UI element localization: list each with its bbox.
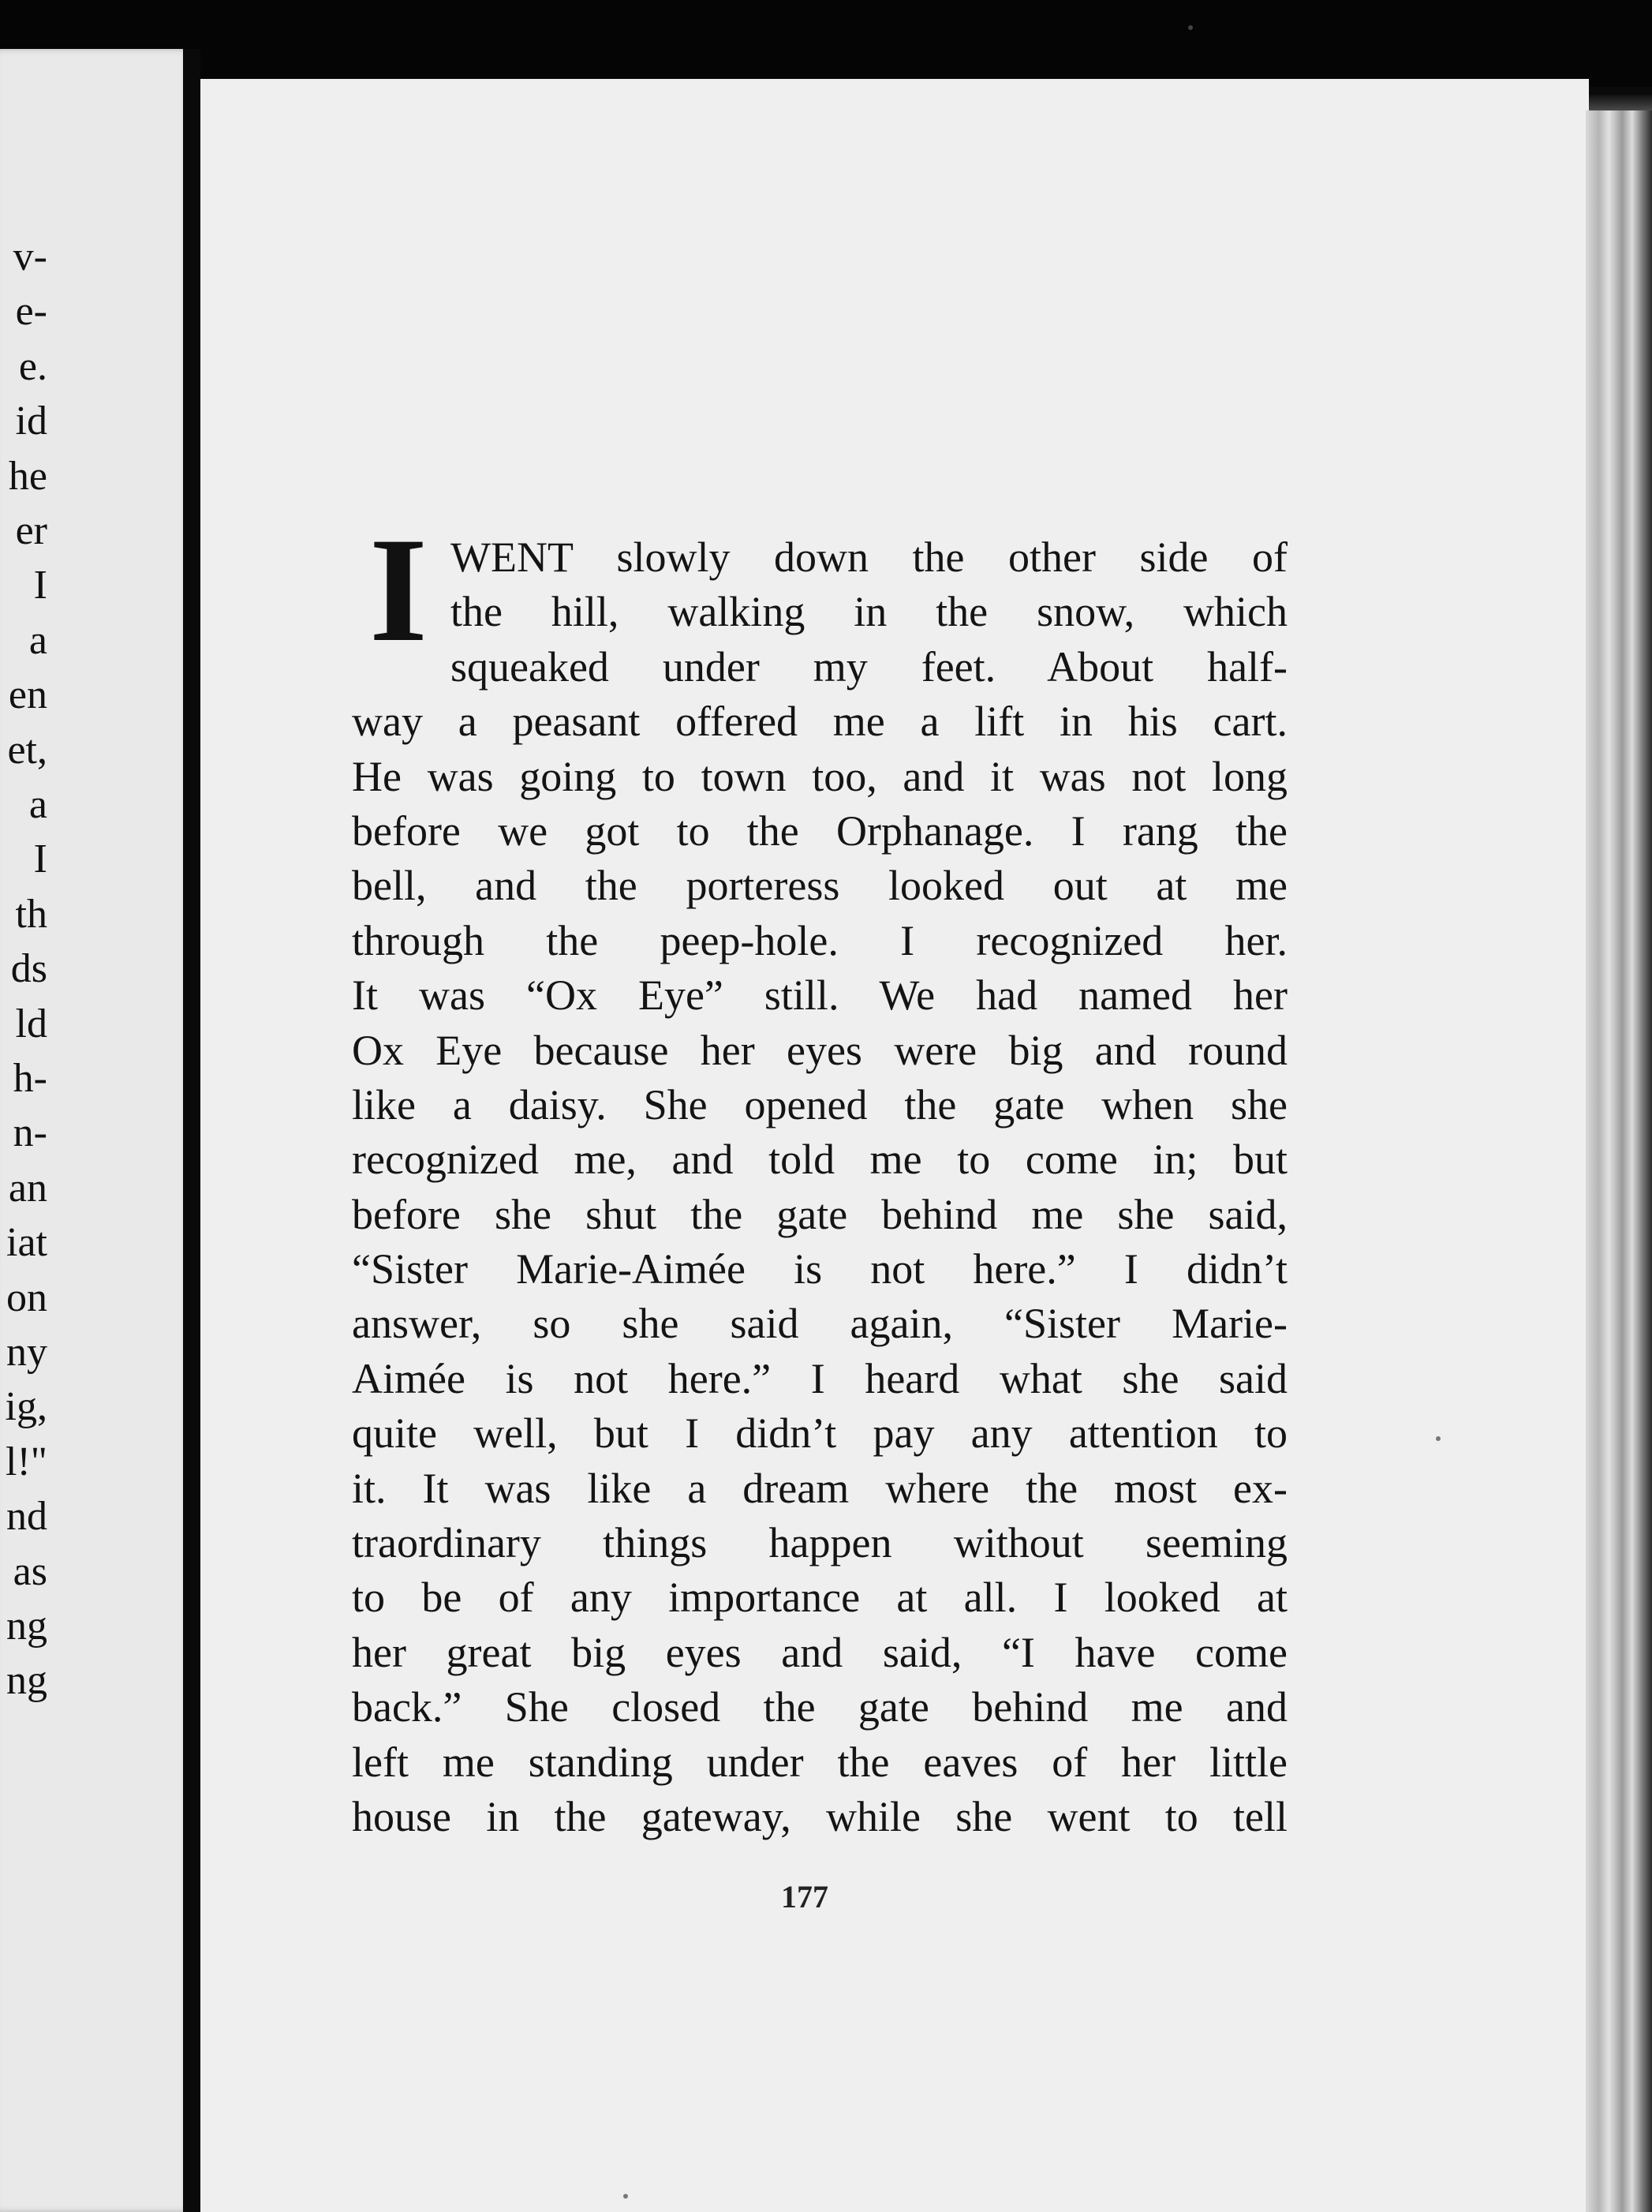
- previous-page-fragment: en: [8, 672, 47, 718]
- text-line: to be of any importance at all. I looked at: [352, 1574, 1288, 1622]
- previous-page-fragment: on: [6, 1274, 47, 1320]
- text-line: recognized me, and told me to come in; but: [352, 1136, 1288, 1184]
- previous-page-fragment: et,: [7, 727, 47, 773]
- text-line: WENT slowly down the other side of: [450, 533, 1288, 581]
- text-line: Ox Eye because her eyes were big and round: [352, 1026, 1288, 1074]
- text-line: back.” She closed the gate behind me and: [352, 1683, 1288, 1731]
- previous-page-fragment: ny: [6, 1330, 47, 1375]
- previous-page-fragment: ng: [6, 1658, 47, 1704]
- text-line: answer, so she said again, “Sister Marie-: [352, 1300, 1288, 1348]
- text-line: It was “Ox Eye” still. We had named her: [352, 971, 1288, 1020]
- text-line: left me standing under the eaves of her little: [352, 1738, 1288, 1786]
- text-line: bell, and the porteress looked out at me: [352, 862, 1288, 910]
- previous-page-fragment: a: [28, 617, 47, 663]
- page-stack-edge: [1586, 110, 1652, 2212]
- text-line: like a daisy. She opened the gate when she: [352, 1080, 1288, 1128]
- scan-border-top: [0, 0, 1652, 87]
- scan-speck: [1188, 25, 1193, 30]
- previous-page-fragment: as: [13, 1548, 47, 1594]
- previous-page-fragment: id: [15, 399, 47, 444]
- previous-page-fragment: nd: [6, 1494, 47, 1540]
- scan-speck: [1436, 1436, 1441, 1441]
- text-line: “Sister Marie-Aimée is not here.” I didn’t: [352, 1245, 1288, 1293]
- previous-page-fragment: iat: [6, 1220, 47, 1266]
- text-line: before she shut the gate behind me she said,: [352, 1190, 1288, 1238]
- previous-page-fragment: a: [28, 782, 47, 827]
- text-line: the hill, walking in the snow, which: [450, 588, 1288, 636]
- previous-page-fragment: v-: [13, 234, 47, 279]
- previous-page-fragment: l!": [6, 1439, 47, 1484]
- previous-page-fragment: an: [8, 1165, 47, 1211]
- text-line: it. It was like a dream where the most ex-: [352, 1464, 1288, 1512]
- text-line: way a peasant offered me a lift in his cart.: [352, 698, 1288, 746]
- text-line: traordinary things happen without seeming: [352, 1519, 1288, 1567]
- drop-cap: I: [369, 507, 428, 673]
- body-text: [352, 530, 1288, 1844]
- text-line: He was going to town too, and it was not long: [352, 752, 1288, 800]
- previous-page-fragment: he: [8, 453, 47, 499]
- previous-page: [0, 49, 192, 2212]
- previous-page-fragment: er: [15, 508, 47, 553]
- text-line: quite well, but I didn’t pay any attention to: [352, 1409, 1288, 1458]
- previous-page-fragment: e.: [18, 343, 47, 389]
- previous-page-fragment: ld: [15, 1001, 47, 1046]
- scan-speck: [623, 2194, 628, 2199]
- previous-page-fragment: h-: [13, 1056, 47, 1101]
- page-number: 177: [781, 1879, 828, 1914]
- text-line: through the peep-hole. I recognized her.: [352, 916, 1288, 964]
- book-gutter: [183, 49, 200, 2212]
- previous-page-fragment: ds: [10, 946, 47, 992]
- text-line: Aimée is not here.” I heard what she said: [352, 1354, 1288, 1402]
- text-line: her great big eyes and said, “I have come: [352, 1628, 1288, 1676]
- previous-page-fragment: ig,: [5, 1384, 47, 1430]
- previous-page-fragment: n-: [13, 1110, 47, 1156]
- previous-page-fragment: I: [33, 563, 47, 608]
- previous-page-fragment: I: [33, 837, 47, 882]
- text-line: squeaked under my feet. About half-: [450, 642, 1288, 691]
- previous-page-fragment: th: [15, 891, 47, 937]
- previous-page-fragment: ng: [6, 1604, 47, 1649]
- text-line: house in the gateway, while she went to tell: [352, 1792, 1288, 1840]
- text-line: before we got to the Orphanage. I rang the: [352, 807, 1288, 855]
- previous-page-fragment: e-: [15, 289, 47, 335]
